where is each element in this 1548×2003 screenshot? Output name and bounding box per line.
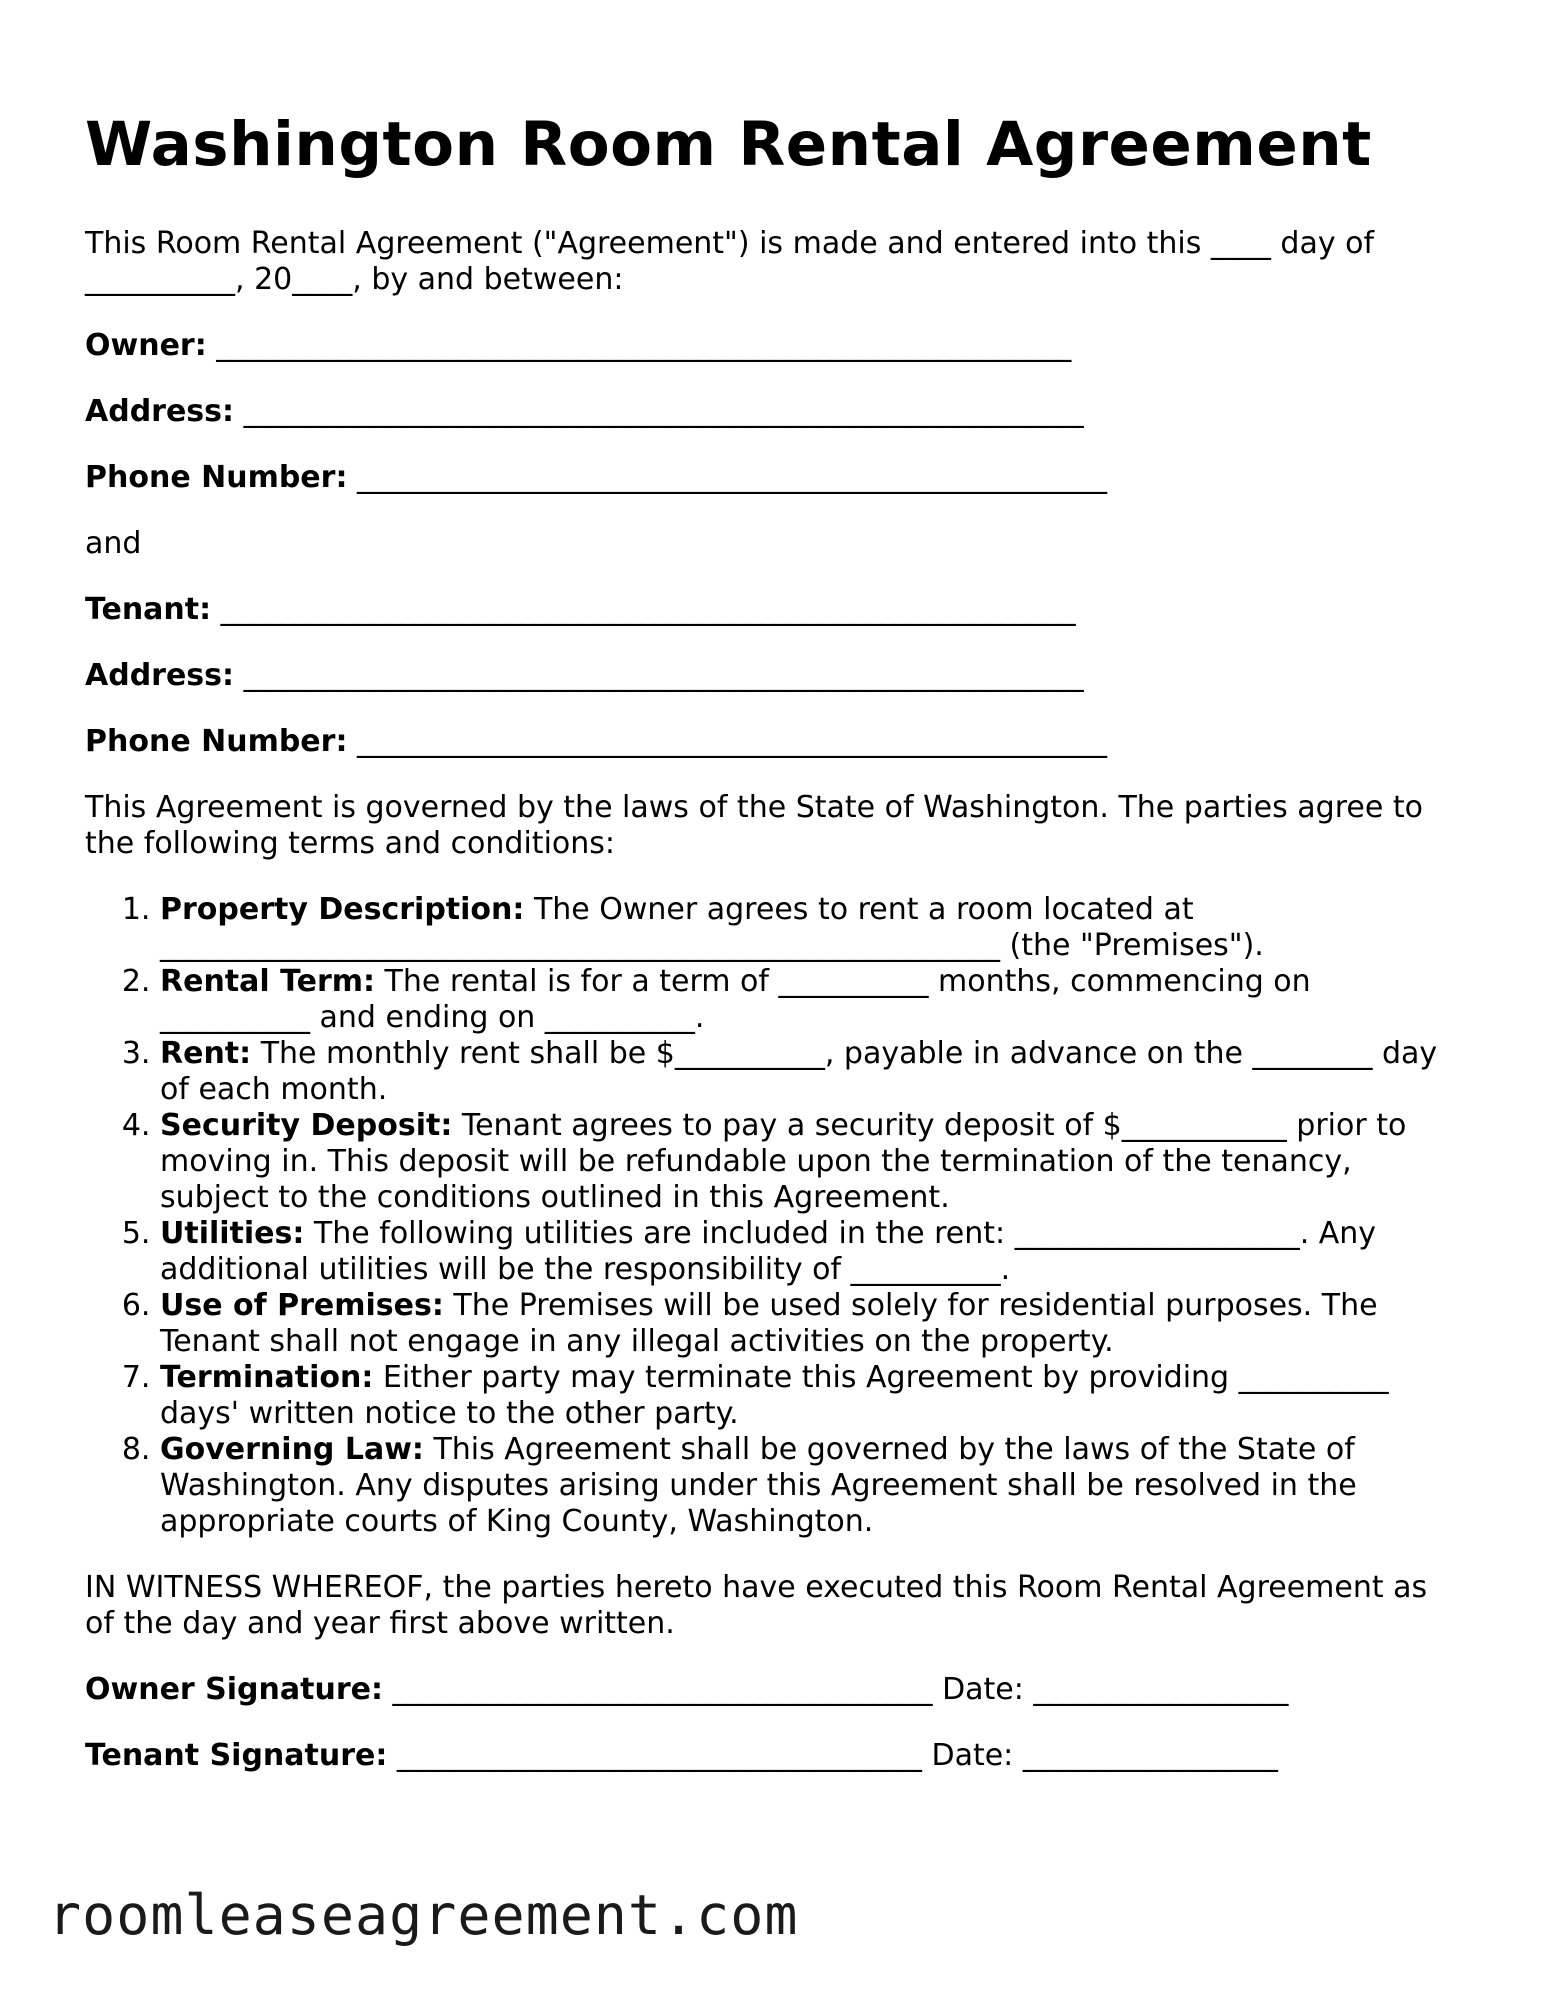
term-item bbox=[160, 1216, 1465, 1288]
owner-address-blank: ________________________________________________________ bbox=[243, 394, 1084, 429]
terms-list bbox=[85, 892, 1465, 1540]
owner-phone-label: Phone Number: bbox=[85, 460, 348, 495]
owner-phone-field bbox=[85, 460, 1465, 496]
tenant-address-field bbox=[85, 658, 1465, 694]
term-item bbox=[160, 1360, 1465, 1432]
term-heading: Governing Law: bbox=[160, 1432, 424, 1467]
term-heading: Utilities: bbox=[160, 1216, 305, 1251]
term-text: The rental is for a term of __________ months, commencing on __________ and ending on __________. bbox=[160, 964, 1311, 1035]
watermark-text: roomleaseagreement.com bbox=[48, 1883, 799, 1947]
tenant-name-field bbox=[85, 592, 1465, 628]
owner-signature-label: Owner Signature: bbox=[85, 1672, 383, 1707]
term-text: The Premises will be used solely for residential purposes. The Tenant shall not engage in any illegal activities on the property. bbox=[160, 1288, 1378, 1359]
owner-name-blank: _________________________________________________________ bbox=[216, 328, 1072, 363]
term-heading: Property Description: bbox=[160, 892, 525, 927]
owner-phone-blank: __________________________________________________ bbox=[357, 460, 1107, 495]
term-text: Tenant agrees to pay a security deposit of $___________ prior to moving in. This deposit will be refundable upon the termination of the tenancy, subject to the conditions outlined in this Agreement. bbox=[160, 1108, 1407, 1215]
tenant-signature-label: Tenant Signature: bbox=[85, 1738, 388, 1773]
term-text: The monthly rent shall be $__________, payable in advance on the ________ day of each month. bbox=[160, 1036, 1438, 1107]
term-heading: Rent: bbox=[160, 1036, 252, 1071]
term-text: This Agreement shall be governed by the laws of the State of Washington. Any disputes arising under this Agreement shall be resolved in the appropriate courts of King County, Washington. bbox=[160, 1432, 1357, 1539]
owner-name-label: Owner: bbox=[85, 328, 207, 363]
term-item bbox=[160, 1288, 1465, 1360]
term-heading: Security Deposit: bbox=[160, 1108, 453, 1143]
term-text: The Owner agrees to rent a room located at ________________________________________________________ (the "Premises"). bbox=[160, 892, 1264, 963]
term-heading: Use of Premises: bbox=[160, 1288, 444, 1323]
document-page bbox=[85, 100, 1465, 1774]
tenant-address-blank: ________________________________________________________ bbox=[243, 658, 1084, 693]
tenant-phone-blank: __________________________________________________ bbox=[357, 724, 1107, 759]
term-item bbox=[160, 892, 1465, 964]
owner-date-blank: _________________ bbox=[1033, 1672, 1289, 1707]
term-heading: Rental Term: bbox=[160, 964, 375, 999]
owner-date-label: Date: bbox=[942, 1672, 1024, 1707]
term-item bbox=[160, 1432, 1465, 1540]
tenant-date-label: Date: bbox=[931, 1738, 1014, 1773]
tenant-address-label: Address: bbox=[85, 658, 235, 693]
tenant-signature-blank: ___________________________________ bbox=[396, 1738, 922, 1773]
term-text: Either party may terminate this Agreement by providing __________ days' written notice to the other party. bbox=[160, 1360, 1389, 1431]
tenant-signature-line bbox=[85, 1738, 1465, 1774]
witness-paragraph: IN WITNESS WHEREOF, the parties hereto have executed this Room Rental Agreement as of the day and year first above written. bbox=[85, 1570, 1428, 1641]
tenant-name-blank: _________________________________________________________ bbox=[220, 592, 1076, 627]
document-title: Washington Room Rental Agreement bbox=[85, 109, 1372, 180]
tenant-date-blank: _________________ bbox=[1022, 1738, 1278, 1773]
tenant-phone-field bbox=[85, 724, 1465, 760]
term-heading: Termination: bbox=[160, 1360, 374, 1395]
intro-paragraph: This Room Rental Agreement ("Agreement") is made and entered into this ____ day of __________, 20____, by and between: bbox=[85, 226, 1375, 297]
term-item bbox=[160, 964, 1465, 1036]
governing-intro: This Agreement is governed by the laws of the State of Washington. The parties agree to the following terms and conditions: bbox=[85, 790, 1423, 861]
tenant-phone-label: Phone Number: bbox=[85, 724, 348, 759]
term-item bbox=[160, 1036, 1465, 1108]
conjunction-and: and bbox=[85, 526, 142, 561]
tenant-name-label: Tenant: bbox=[85, 592, 212, 627]
owner-signature-blank: ____________________________________ bbox=[392, 1672, 933, 1707]
owner-address-label: Address: bbox=[85, 394, 235, 429]
term-item bbox=[160, 1108, 1465, 1216]
owner-signature-line bbox=[85, 1672, 1465, 1708]
owner-address-field bbox=[85, 394, 1465, 430]
term-text: The following utilities are included in the rent: ___________________. Any additional utilities will be the responsibility of __________. bbox=[160, 1216, 1377, 1287]
owner-name-field bbox=[85, 328, 1465, 364]
